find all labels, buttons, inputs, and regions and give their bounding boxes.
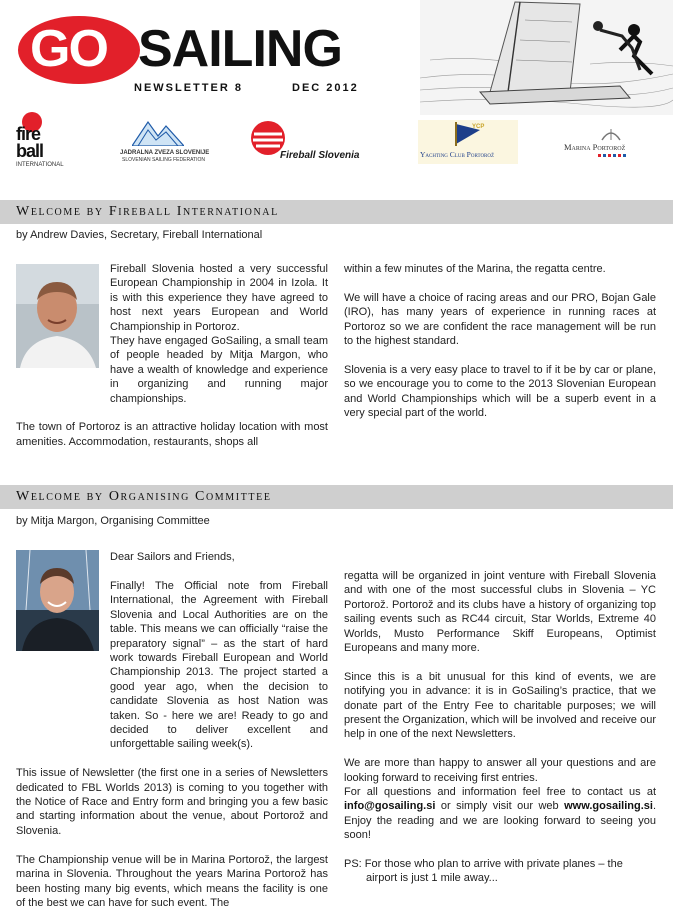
fireball-logo-sub: INTERNATIONAL bbox=[16, 162, 64, 168]
section-header-fireball-international bbox=[0, 200, 673, 224]
sponsor-logos-row bbox=[0, 112, 673, 174]
section1-right-column bbox=[344, 262, 656, 420]
jzs-name: JADRALNA ZVEZA SLOVENIJE bbox=[120, 150, 210, 156]
section2-right-paragraph-2: Since this is a bit unusual for this kind of events, we are notifying you in advance: it is in GoSailing’s practice, that we donate part of the Entry Fee to charitable purposes; we will present the Organization, which will be involved and receive our help in one of the next Newsletters. bbox=[344, 670, 656, 741]
section1-left-top-text bbox=[110, 262, 328, 334]
marina-portoroz-logo bbox=[564, 112, 660, 172]
logo-sailing-text: SAILING bbox=[138, 20, 342, 78]
marina-emblem-icon bbox=[598, 126, 624, 142]
fireball-logo-line2: ball bbox=[16, 141, 44, 161]
section2-greeting: Dear Sailors and Friends, bbox=[110, 551, 235, 563]
marina-flag-strip bbox=[598, 154, 626, 157]
contact-email-link[interactable]: info@gosailing.si bbox=[344, 800, 436, 813]
marina-name: Marina Portorož bbox=[564, 142, 626, 152]
newsletter-date: DEC 2012 bbox=[292, 82, 359, 94]
section1-left-paragraph-2: They have engaged GoSailing, a small team of people headed by Mitja Margon, who have a wealth of knowledge and experience in organizing and running major championships. bbox=[110, 335, 328, 405]
section1-left-paragraph-1: Fireball Slovenia hosted a very successful European Championship in 2004 in Izola. It is with this experience they have agreed to host next years European and World Championship in Portoroz. bbox=[110, 263, 328, 333]
section2-left-paragraph-3: The Championship venue will be in Marina Portorož, the largest marina in Slovenia. Throughout the years Marina Portorož has been hosting many big events, which means the facility is one of the best we can have for such event. The bbox=[16, 853, 328, 909]
newsletter-header bbox=[0, 0, 673, 115]
section1-left-bottom-text bbox=[16, 334, 328, 449]
section1-left-paragraph-3: The town of Portoroz is an attractive holiday location with most amenities. Accommodation, restaurants, shops all bbox=[16, 421, 328, 448]
section2-byline: by Mitja Margon, Organising Committee bbox=[16, 515, 210, 527]
section1-byline: by Andrew Davies, Secretary, Fireball International bbox=[16, 229, 263, 241]
section1-right-paragraph-3: Slovenia is a very easy place to travel to if it be by car or plane, so we encourage you to come to the 2013 Slovenian European and World Championships which will be a superb event in a very special part of the world. bbox=[344, 363, 656, 420]
section1-right-paragraph-1: within a few minutes of the Marina, the regatta centre. bbox=[344, 263, 606, 275]
section2-right-paragraph-3: We are more than happy to answer all your questions and are looking forward to receiving first entries. bbox=[344, 757, 656, 784]
yacht-club-portoroz-logo bbox=[418, 112, 518, 172]
contact-end-text: . Enjoy the reading and we are looking forward to seeing you soon! bbox=[344, 800, 656, 842]
fireball-international-logo bbox=[16, 112, 68, 172]
section2-right-paragraph-1: regatta will be organized in joint venture with Fireball Slovenia and with one of the most successful clubs in Slovenia – YC Portorož. Portorož and its clubs have a history of organizing top sailing events such as RC44 circuit, Star Worlds, Extreme 40 Worlds, Musto Performance Skiff Europeans, Optimist Europeans and many more. bbox=[344, 570, 656, 655]
section2-right-paragraph-4 bbox=[344, 785, 656, 843]
section2-left-top-text bbox=[110, 550, 328, 579]
section2-left-paragraph-2: This issue of Newsletter (the first one in a series of Newsletters dedicated to FBL Worlds 2013) is coming to you together with the Notice of Race and Entry form and bringing you a few basic and starting information about the venue, about Portorož and Slovenia. bbox=[16, 767, 328, 837]
newsletter-issue: NEWSLETTER 8 bbox=[134, 82, 243, 94]
postscript-note: PS: For those who plan to arrive with private planes – the airport is just 1 mile away... bbox=[344, 858, 623, 885]
fireball-slovenia-logo bbox=[250, 112, 368, 172]
section2-left-bottom-text bbox=[16, 579, 328, 910]
section2-left-paragraph-1: Finally! The Official note from Fireball International, the Agreement with Fireball Slovenia and Local Authorities are on the table. This means we can officially “raise the preparatory signal” – as the start of hard work towards Fireball European and World Championship 2013. The project started a good year ago, when the decision to candidate Slovenia as host Nation was taken. So - here we are! Ready to go and decided to deliver excellent and unforgettable sailing week(s). bbox=[110, 580, 328, 751]
contact-lead-text: For all questions and information feel free to contact us at bbox=[344, 786, 656, 799]
sailing-sketch-illustration bbox=[420, 0, 673, 115]
sailing-federation-logo bbox=[120, 112, 210, 172]
contact-mid-text: or simply visit our web bbox=[435, 800, 565, 813]
section1-right-paragraph-2: We will have a choice of racing areas and our PRO, Bojan Gale (IRO), has many years of experience in running races at Portoroz so we are confident the race management will be run to the highest standard. bbox=[344, 291, 656, 348]
fireball-logo-line1: fire bbox=[16, 124, 41, 144]
section2-title: Welcome by Organising Committee bbox=[16, 489, 272, 504]
ycp-name: Yachting Club Portorož bbox=[420, 150, 495, 159]
section1-title: Welcome by Fireball International bbox=[16, 204, 279, 219]
fireball-slovenia-name: Fireball Slovenia bbox=[280, 150, 360, 161]
website-link[interactable]: www.gosailing.si bbox=[564, 800, 653, 813]
ycp-badge: YCP bbox=[472, 124, 485, 130]
logo-go-text: GO bbox=[30, 20, 107, 78]
section-header-organising-committee bbox=[0, 485, 673, 509]
mountain-icon bbox=[132, 118, 184, 146]
section2-right-column bbox=[344, 569, 656, 886]
jzs-english-name: SLOVENIAN SAILING FEDERATION bbox=[122, 157, 205, 163]
